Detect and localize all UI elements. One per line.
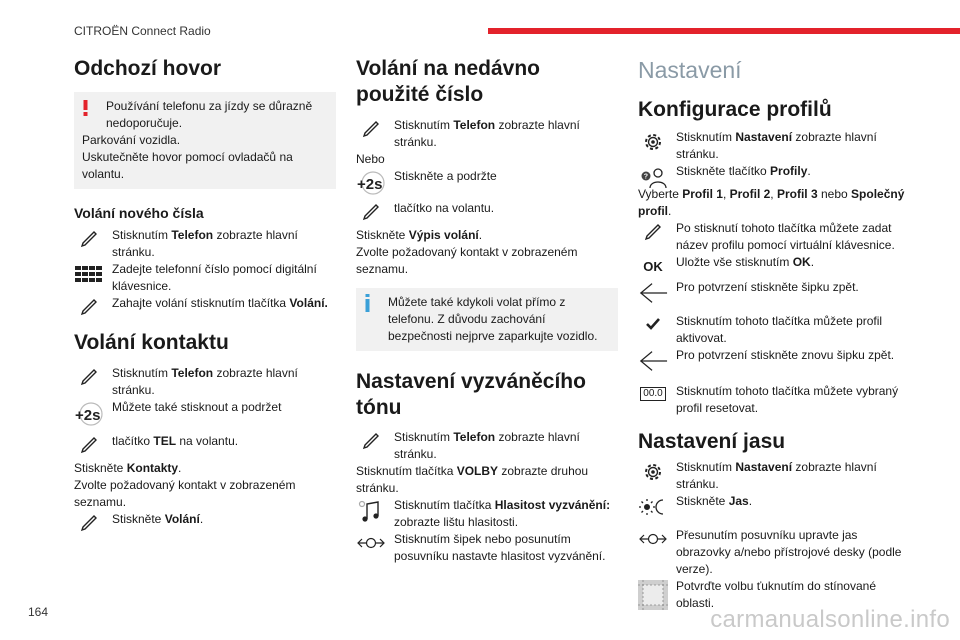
column-2 — [356, 52, 618, 565]
step-new-2: Zadejte telefonní číslo pomocí digitální klávesnice. — [74, 261, 336, 295]
back-arrow-icon — [638, 281, 668, 307]
warning-line-1: Používání telefonu za jízdy se důrazně nedoporučuje. — [106, 99, 313, 131]
step-profile-3: Po stisknutí tohoto tlačítka můžete zadat název profilu pomocí virtuální klávesnice. — [638, 220, 910, 254]
step-bright-3: Přesunutím posuvníku upravte jas obrazovky a/nebo přístrojové desky (podle verze). — [638, 527, 910, 578]
gear-icon — [638, 131, 668, 157]
step-contact-3: tlačítko TEL na volantu. — [74, 433, 336, 450]
step-profile-4: OK Uložte vše stisknutím OK. — [638, 254, 910, 271]
contact-text-2: Zvolte požadovaný kontakt v zobrazeném seznamu. — [74, 477, 296, 509]
heading-ringtone: Nastavení vyzváněcího tónu — [356, 369, 586, 419]
svg-text:+2s: +2s — [357, 175, 383, 193]
heading-profiles: Konfigurace profilů — [638, 97, 832, 121]
ring-text-1: Stisknutím tlačítka VOLBY zobrazte druhou stránku. — [356, 464, 589, 495]
step-new-3: Zahajte volání stisknutím tlačítka Volání. — [74, 295, 336, 312]
warning-line-2: Parkování vozidla. — [82, 133, 181, 148]
heading-recent-number: Volání na nedávno použité číslo — [356, 57, 540, 107]
header-accent-bar — [488, 28, 960, 34]
step-ring-2: Stisknutím tlačítka Hlasitost vyzvánění: zobrazte lištu hlasitosti. — [356, 497, 618, 531]
recent-or: Nebo — [356, 151, 385, 166]
ringtone-icon — [356, 499, 386, 525]
pen-icon — [74, 513, 104, 539]
pen-icon — [356, 431, 386, 457]
step-contact-1: Stisknutím Telefon zobrazte hlavní stránku. — [74, 365, 336, 399]
recent-text-2: Zvolte požadovaný kontakt v zobrazeném seznamu. — [356, 244, 578, 276]
contact-text-1: Stiskněte Kontakty. — [74, 460, 182, 475]
heading-new-number: Volání nového čísla — [74, 205, 204, 222]
step-profile-5: Pro potvrzení stiskněte šipku zpět. — [638, 279, 910, 309]
check-icon — [638, 315, 668, 341]
slider-icon — [638, 529, 668, 555]
shaded-area-icon — [638, 580, 668, 606]
step-bright-4: Potvrďte volbu ťuknutím do stínované oblasti. — [638, 578, 910, 612]
step-profile-1: Stisknutím Nastavení zobrazte hlavní stránku. — [638, 129, 910, 163]
column-1 — [74, 52, 336, 528]
profile-text-1: Vyberte Profil 1, Profil 2, Profil 3 nebo Společný profil. — [638, 187, 905, 218]
pen-icon — [356, 202, 386, 228]
svg-text:?: ? — [643, 173, 649, 181]
step-contact-4: Stiskněte Volání. — [74, 511, 336, 528]
press-2s-icon — [356, 170, 386, 196]
info-text: Můžete také kdykoli volat přímo z telefonu. Z důvodu zachování bezpečnosti nejprve zaparkujte vozidlo. — [388, 294, 598, 343]
warning-line-3: Uskutečněte hovor pomocí ovladačů na volantu. — [82, 150, 293, 182]
heading-settings: Nastavení — [638, 57, 742, 83]
step-new-1: Stisknutím Telefon zobrazte hlavní stránku. — [74, 227, 336, 261]
page-number: 164 — [28, 605, 49, 619]
step-profile-6: Stisknutím tohoto tlačítka můžete profil aktivovat. — [638, 313, 910, 347]
step-contact-2: +2s Můžete také stisknout a podržet — [74, 399, 336, 433]
step-profile-8: 00.0 Stisknutím tohoto tlačítka můžete vybraný profil resetovat. — [638, 383, 910, 417]
pen-icon — [74, 229, 104, 255]
ok-icon: OK — [643, 259, 663, 274]
pen-icon — [74, 435, 104, 461]
heading-brightness: Nastavení jasu — [638, 430, 786, 453]
profile-icon — [638, 165, 668, 191]
step-bright-2: Stiskněte Jas. — [638, 493, 910, 523]
column-3 — [638, 52, 910, 612]
back-arrow-icon — [638, 349, 668, 375]
recent-text-1: Stiskněte Výpis volání. — [356, 227, 483, 242]
pen-icon — [74, 367, 104, 393]
keypad-icon — [74, 263, 104, 289]
pen-icon — [356, 119, 386, 145]
brightness-icon — [638, 495, 668, 521]
step-ring-3: Stisknutím šipek nebo posunutím posuvníku nastavte hlasitost vyzvánění. — [356, 531, 618, 565]
step-recent-3: tlačítko na volantu. — [356, 200, 618, 217]
info-icon — [365, 294, 370, 310]
pen-icon — [74, 297, 104, 323]
press-2s-icon — [74, 401, 104, 427]
info-note — [356, 288, 618, 351]
step-ring-1: Stisknutím Telefon zobrazte hlavní stránku. — [356, 429, 618, 463]
step-recent-2: +2s Stiskněte a podržte — [356, 168, 618, 200]
watermark: carmanualsonline.info — [710, 606, 950, 633]
step-recent-1: Stisknutím Telefon zobrazte hlavní stránku. — [356, 117, 618, 151]
step-bright-1: Stisknutím Nastavení zobrazte hlavní stránku. — [638, 459, 910, 493]
warning-icon — [83, 100, 88, 116]
gear-icon — [638, 461, 668, 487]
warning-note — [74, 92, 336, 189]
heading-outgoing-call: Odchozí hovor — [74, 57, 221, 80]
running-header: CITROËN Connect Radio — [74, 24, 211, 38]
heading-call-contact: Volání kontaktu — [74, 331, 229, 355]
pen-icon — [638, 222, 668, 248]
reset-icon: 00.0 — [638, 387, 668, 413]
step-profile-2: ? Stiskněte tlačítko Profily. — [638, 163, 910, 180]
svg-text:+2s: +2s — [75, 406, 101, 424]
step-profile-7: Pro potvrzení stiskněte znovu šipku zpět. — [638, 347, 910, 377]
slider-icon — [356, 533, 386, 559]
